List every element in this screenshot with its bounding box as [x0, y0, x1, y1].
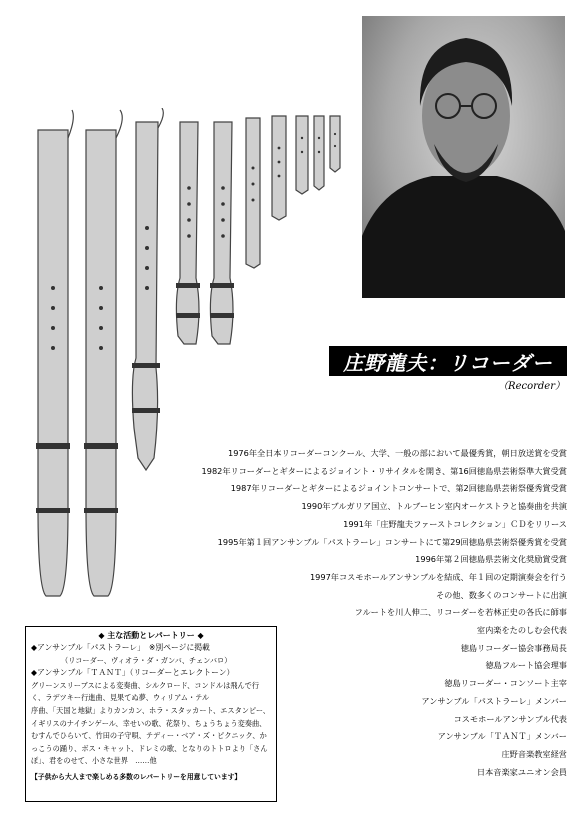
bass-recorder-2	[86, 130, 116, 596]
sopranino-recorder-1	[296, 116, 308, 194]
career-item: 徳島リコーダー・コンソート主宰	[444, 678, 567, 689]
alto-recorder-1	[176, 122, 199, 344]
ensemble-pastorale-instruments: （リコーダー、ヴィオラ・ダ・ガンバ、チェンバロ）	[61, 655, 232, 665]
career-item: 庄野音楽教室経営	[501, 748, 567, 759]
career-item: 室内楽をたのしむ会代表	[476, 625, 567, 636]
crook-3	[158, 108, 163, 128]
career-item: コスモホールアンサンブル代表	[453, 713, 567, 724]
career-item: 徳島リコーダー協会事務局長	[460, 642, 567, 653]
alto-recorder-2	[210, 122, 233, 344]
repertoire-footer: 【子供から大人まで楽しめる多数のレパートリーを用意しています】	[31, 772, 242, 781]
soprano-recorder-2	[272, 116, 286, 220]
career-item: 1976年全日本リコーダーコンクール、大学、一般の部において最優秀賞，朝日放送賞を受賞	[227, 448, 567, 458]
crook-2	[116, 110, 122, 138]
career-item: アンサンブル「パストラーレ」メンバー	[421, 695, 567, 706]
page-subtitle: （Recorder）	[498, 381, 565, 392]
career-item: 1982年リコーダーとギターによるジョイント・リサイタルを開き、第16回徳島県芸術祭準大賞受賞	[201, 465, 567, 476]
repertoire-title: ◆ 主な活動とレパートリー ◆	[98, 631, 204, 640]
career-item: 1991年「庄野龍夫ファーストコレクション」ＣＤをリリース	[343, 518, 567, 529]
career-item: 1987年リコーダーとギターによるジョイントコンサートで、第2回徳島県芸術祭優秀賞受賞	[230, 483, 567, 494]
garklein-recorder	[330, 116, 340, 172]
crook-1	[68, 110, 73, 138]
career-item: 徳島フルート協会理事	[485, 660, 567, 671]
repertoire-list-2: 序曲、「天国と地獄」よりカンカン、ホラ・スタッカート、エスタンピー、イギリスのナイチンゲール、幸せいの歌、花祭り、ちょうちょう変奏曲、むすんでひらいて、竹田の子守唄、テディー・ベア・ズ・ピクニック、かっこうの踊り、ボス・キャット、ドレミの歌、となりのトトロより「さんぽ」、君をのせて、小さな世界 ……他	[31, 705, 270, 766]
tenor-recorder	[132, 122, 158, 470]
career-item: 1990年ブルガリア国立、トルブーヒン室内オーケストラと協奏曲を共演	[301, 501, 567, 512]
career-item: その他、数多くのコンサートに出演	[435, 589, 567, 600]
repertoire-list-1: グリーンスリーブスによる変奏曲、シルクロード、コンドルは飛んで行く、ラデツキー行進曲、見果てぬ夢、ウィリアム・テル	[31, 680, 260, 703]
page-title: 庄野龍夫：リコーダー	[329, 346, 567, 376]
ensemble-tant-line: ◆アンサンブル「ＴＡＮＴ」（リコーダーとエレクトーン）	[31, 668, 235, 678]
ensemble-pastorale-line: ◆アンサンブル「パストラーレ」 ※別ページに掲載	[31, 643, 210, 652]
career-item: 1995年第１回アンサンブル「パストラーレ」コンサートにて第29回徳島県芸術祭優秀賞を受賞	[217, 536, 567, 547]
portrait-figure	[362, 16, 565, 298]
career-item: 1997年コスモホールアンサンブルを結成、年１回の定期演奏会を行う	[309, 571, 567, 582]
career-item: アンサンブル「ＴＡＮＴ」メンバー	[437, 731, 567, 742]
bass-recorder-1	[38, 130, 68, 596]
soprano-recorder-1	[246, 118, 260, 268]
career-item: フルートを川人伸二、リコーダーを若林正史の各氏に師事	[354, 607, 567, 618]
career-item: 1996年第２回徳島県芸術文化奨励賞受賞	[415, 554, 567, 565]
repertoire-box	[25, 626, 277, 802]
career-item: 日本音楽家ユニオン会員	[476, 766, 567, 777]
portrait-photo	[362, 16, 565, 298]
